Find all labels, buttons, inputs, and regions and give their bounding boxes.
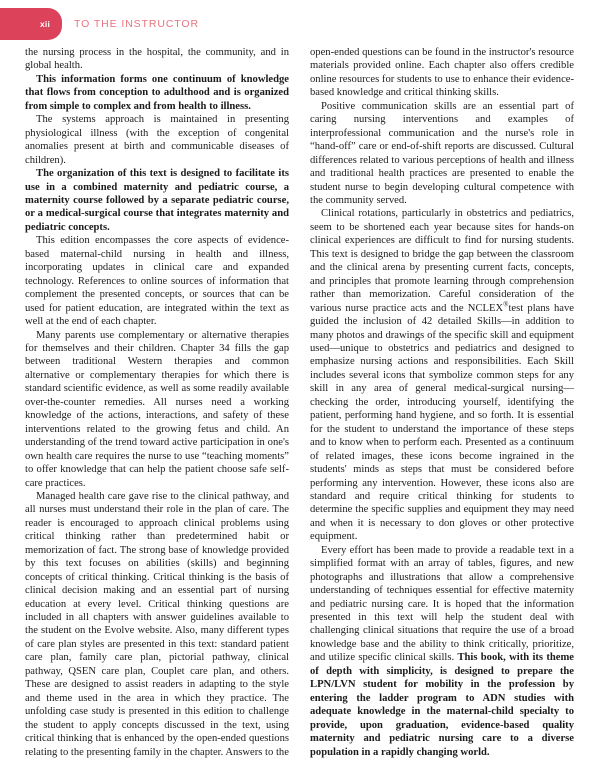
running-header-title: TO THE INSTRUCTOR [74,18,199,30]
running-header [0,8,600,40]
paragraph: This edition encompasses the core aspects of evidence-based maternal-child nursing in health and illness, incorporating updates in clinical care and expanded technology. References to online sources of information that complement the presented concepts, or sources that can be used for patient education, are integrated within the text as well at the end of each chapter. [25,235,289,328]
paragraph: open-ended questions can be found in the instructor's resource materials provided online. Each chapter also offers credible online resources for students to use to enhance their evidence-based knowledge and critical thinking skills. [310,47,574,99]
body-columns [25,46,575,760]
registered-trademark-symbol: ® [503,300,509,309]
paragraph: Positive communication skills are an essential part of caring nursing interventions and examples of interprofessional communication and the nurse's role in “hand-off” care or end-of-shift reports are discussed. Cultural differences related to various perceptions of health and illness and traditional health practices are presented to enable the student nurse to begin developing cultural competence with the community served. [310,100,574,206]
emphasis-text: The organization of this text is designed to facilitate its use in a combined maternity and pediatric course, a maternity course followed by a separate pediatric course, or a medical-surgical course that integrates maternity and pediatric concepts. [25,168,289,233]
paragraph: Managed health care gave rise to the clinical pathway, and all nurses must understand their role in the plan of care. The reader is encouraged to approach clinical problems using critical thinking rather than predetermined habit or memorization of fact. The strong base of knowledge provided by this text focuses on abilities (skills) and beginning concepts of critical thinking. Critical thinking is the basis of clinical decision making and an essential part of nursing education at every level. Critical thinking questions are included in all chapters with answer guidelines available to the student on the Evolve website. Also, many different types of care plan styles are presented in this text: standard patient care plan, family care plan, pictorial pathway, clinical pathway, QSEN care plan, Couplet care plan, and others. These are designed to assist readers in adapting to the style and theme used in the area in which they practice. The unfolding case study is presented in this edition to challenge the student to apply concepts discussed in the text, using critical thinking that is enhanced by the open-ended questions relating to the presenting family in the chapter. Answers to the [25,490,289,758]
text-run: Every effort has been made to provide a readable text in a simplified format with an array of tables, figures, and new photographs and illustrations that allow a comprehensive understanding of techniques essential for effective maternity and pediatric nursing care. It is hoped that the information presented in this text will help the student deal with challenging clinical situations that require the use of a broad knowledge base and the ability to think critically, prioritize, and utilize specific clinical skills. [310,544,574,664]
page-number: xii [40,19,51,29]
paragraph [310,207,574,543]
left-text-column [25,46,289,760]
text-run: Clinical rotations, particularly in obstetrics and pediatrics, seem to be shortened each year because sites for hands-on clinical experiences are difficult to find for nursing students. This text is designed to bridge the gap between the classroom and the clinical arena by presenting current facts, concepts, and principles that promote learning through comprehension rather than memorization. Careful consideration of the various nurse practice acts and the NCLEX [310,208,574,314]
emphasis-text: This information forms one continuum of knowledge that flows from conception to adulthood and is organized from simple to complex and from health to illness. [25,73,289,112]
paragraph [25,73,289,113]
right-text-column [310,46,574,760]
paragraph: the nursing process in the hospital, the community, and in global health. [25,47,289,72]
folio-tab-shape [0,8,62,40]
paragraph: Many parents use complementary or alternative therapies for themselves and their children. Chapter 34 fills the gap between traditional Western therapies and common alternative or complementary therapies for which there is standard scientific evidence, as well as some readily available over-the-counter remedies. All nurses need a working knowledge of the actions, interactions, and safety of these interventions related to the growing fetus and child. An understanding of the trend toward active participation in one's own health care requires the nurse to use “teaching moments” to offer knowledge that can help the patient choose safe self-care practices. [25,329,289,489]
text-run: test plans have guided the inclusion of 42 detailed Skills—in addition to many photos and drawings of the specific skill and equipment used—unique to obstetrics and pediatrics and designed to emphasize nursing actions and responsibilities. Each Skill includes several icons that symbolize common steps for any skill in any area of general medical-surgical nursing—checking the order, introducing yourself, identifying the patient, performing hand hygiene, and so forth. It is essential for the student to understand the importance of these steps and to know when to perform each. Presented as a continuum of related images, these icons become ingrained in the students' minds as steps that must be considered before performing any intervention. However, these icons also are standard and require critical thinking for students to determine the specific supplies and equipment they may need and when it is necessary to don gloves or other protective equipment. [310,302,575,543]
paragraph [25,167,289,234]
paragraph: The systems approach is maintained in presenting physiological illness (with the exception of congenital anomalies present at birth and communicable diseases of children). [25,114,289,166]
paragraph [310,544,574,759]
emphasis-text: This book, with its theme of depth with simplicity, is designed to prepare the LPN/LVN student for mobility in the profession by entering the ladder program to ADN studies with adequate knowledge in the maternal-child specialty to provide, upon graduation, evidence-based quality maternity and pediatric nursing care to a diverse population in a rapidly changing world. [310,652,574,758]
